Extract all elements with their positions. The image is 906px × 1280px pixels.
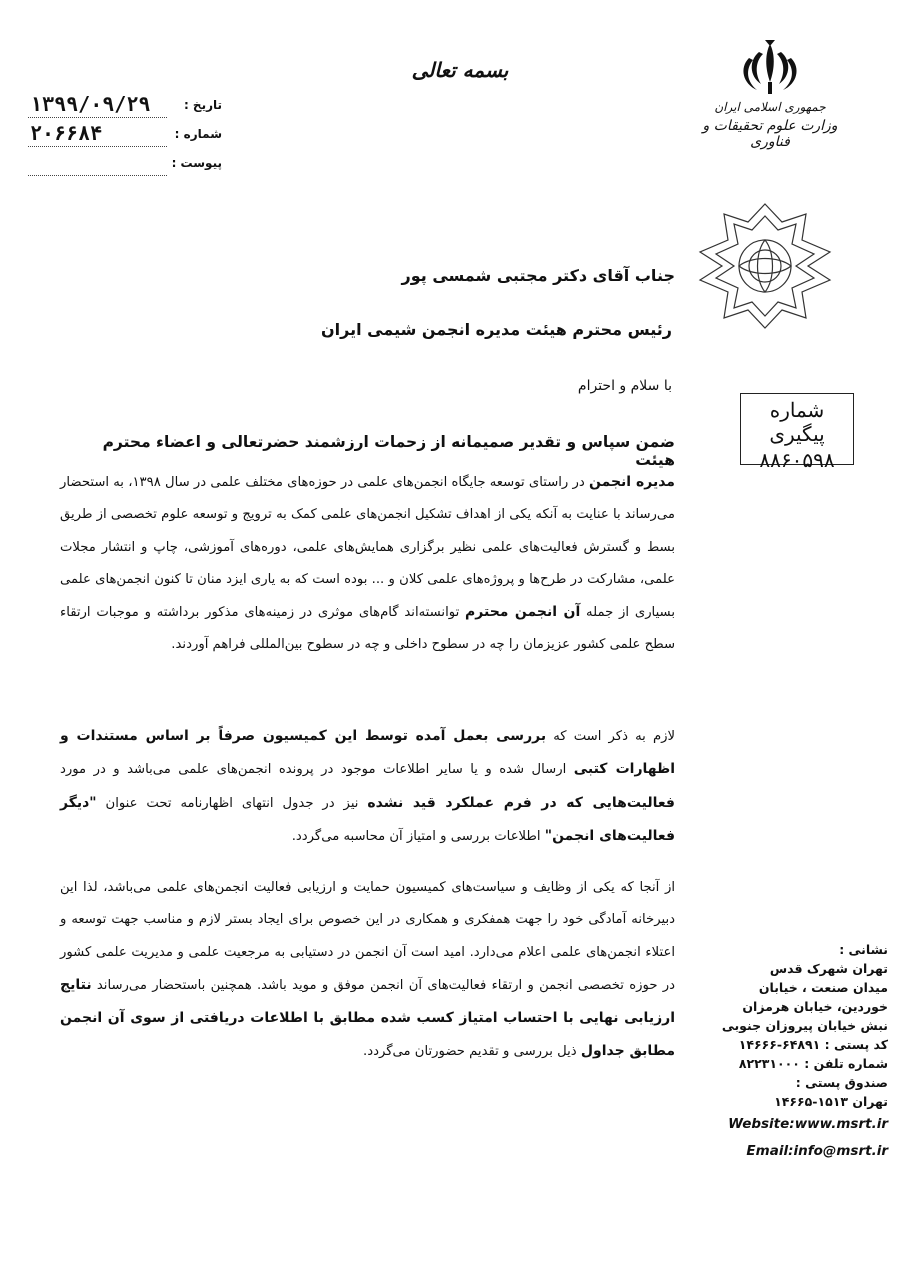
bold-text: آن انجمن محترم (465, 604, 581, 621)
attachment-row (22, 156, 222, 180)
address-label: نشانی : (839, 942, 888, 957)
phone-number: شماره تلفن : ۸۲۲۳۱۰۰۰ (738, 1056, 888, 1071)
greeting: با سلام و احترام (577, 378, 672, 394)
date-value: ۱۳۹۹/۰۹/۲۹ (30, 92, 151, 116)
ministry-line-1: جمهوری اسلامی ایران (714, 100, 826, 114)
body-text: نیز در جدول انتهای اظهارنامه تحت عنوان (96, 795, 368, 811)
body-text: در راستای توسعه جایگاه انجمن‌های علمی در حوزه‌های مختلف علمی در سال ۱۳۹۸، به استحضار می‌رساند با عنایت به آنکه یکی از اهداف تشکیل انجمن‌های علمی کمک به ترویج و توسعه علوم تخصصی از طریق بسط و گسترش فعالیت‌های علمی نظیر برگزاری همایش‌های علمی، دوره‌های آموزشی، چاپ و انتشار مجلات علمی، مشارکت در طرح‌ها و پروژه‌های علمی کلان و ... بوده است که به یاری ایزد منان تا کنون انجمن‌های علمی بسیاری از جمله (60, 475, 675, 621)
attachment-label: پیوست : (171, 156, 222, 170)
tracking-number-box (740, 393, 854, 472)
postal-code: کد پستی : ۶۴۸۹۱-۱۴۶۶۶ (738, 1037, 888, 1052)
date-label: تاریخ : (183, 98, 222, 112)
number-row (22, 121, 222, 151)
attachment-dotted-line (28, 175, 167, 176)
address-block (720, 940, 888, 1165)
body-text: ذیل بررسی و تقدیم حضورتان می‌گردد. (363, 1044, 581, 1060)
website-link[interactable]: Website:www.msrt.ir (728, 1116, 888, 1132)
date-row (22, 92, 222, 122)
pobox-value: تهران ۱۵۱۳-۱۴۶۶۵ (774, 1094, 888, 1109)
address-line-1: تهران شهرک قدس (769, 961, 888, 976)
iran-emblem-icon (735, 38, 805, 98)
paragraph-3 (60, 872, 675, 1069)
address-line-2: میدان صنعت ، خیابان (758, 980, 888, 995)
email-link[interactable]: Email:info@msrt.ir (746, 1143, 888, 1159)
ornament-icon (690, 200, 840, 330)
tracking-label: شماره پیگیری (769, 398, 825, 446)
paragraph-2 (60, 720, 675, 853)
recipient-name: جناب آقای دکتر مجتبی شمسی پور (401, 266, 675, 285)
bold-text: نتایج ارزیابی نهایی با احتساب امتیاز کسب شده مطابق با اطلاعات دریافتی از سوی آن انجمن مطابق جداول (60, 976, 675, 1060)
address-line-4: نبش خیابان پیروزان جنوبی (721, 1018, 888, 1033)
body-text: لازم به ذکر است که (546, 729, 676, 744)
body-text: توانسته‌اند گام‌های موثری در زمینه‌های مذکور برداشته و موجبات ارتقاء سطح علمی کشور عزیزمان را چه در سطوح داخلی و چه در سطوح بین‌المللی فراهم آوردند. (60, 605, 675, 653)
bold-text: مدیره انجمن (588, 474, 675, 490)
bismillah-heading: بسمه تعالی (411, 58, 509, 82)
body-text: از آنجا که یکی از وظایف و سیاست‌های کمیسیون حمایت و ارزیابی فعالیت انجمن‌های علمی می‌باشد، لذا این دبیرخانه آمادگی خود را جهت همفکری و همکاری در این خصوص برای ایجاد بستر لازم و مناسب جهت توسعه و اعتلاء انجمن‌های علمی اعلام می‌دارد. امید است آن انجمن در دستیابی به مرجعیت علمی و مدیریت علمی کشور در حوزه تخصصی انجمن و ارتقاء فعالیت‌های آن انجمن موفق و موید باشد. همچنین باستحضار می‌رساند (60, 880, 675, 993)
number-label: شماره : (174, 127, 222, 141)
bold-text: فعالیت‌هایی که در فرم عملکرد قید نشده (367, 794, 675, 811)
body-text: اطلاعات بررسی و امتیاز آن محاسبه می‌گردد. (291, 828, 545, 844)
tracking-number: ۸۸۶۰۵۹۸ (759, 448, 835, 472)
body-text: ارسال شده و یا سایر اطلاعات موجود در پرونده انجمن‌های علمی می‌باشد و در مورد (60, 762, 574, 778)
bold-text: بررسی بعمل آمده توسط این کمیسیون صرفاً بر اساس مستندات و اظهارات کتبی (60, 728, 675, 778)
recipient-title: رئیس محترم هیئت مدیره انجمن شیمی ایران (321, 320, 672, 339)
number-dotted-line (28, 146, 167, 147)
ministry-title (690, 100, 850, 150)
number-value: ۲۰۶۶۸۴ (30, 121, 103, 145)
paragraph-1 (60, 466, 675, 662)
ministry-line-2: وزارت علوم تحقیقات و فناوری (702, 118, 838, 150)
bold-text: "دیگر فعالیت‌های انجمن" (60, 794, 675, 844)
intro-line: ضمن سپاس و تقدیر صمیمانه از زحمات ارزشمند حضرتعالی و اعضاء محترم هیئت (102, 433, 675, 469)
pobox-label: صندوق پستی : (795, 1075, 888, 1090)
date-dotted-line (28, 117, 167, 118)
address-line-3: خوردین، خیابان هرمزان (742, 999, 888, 1014)
